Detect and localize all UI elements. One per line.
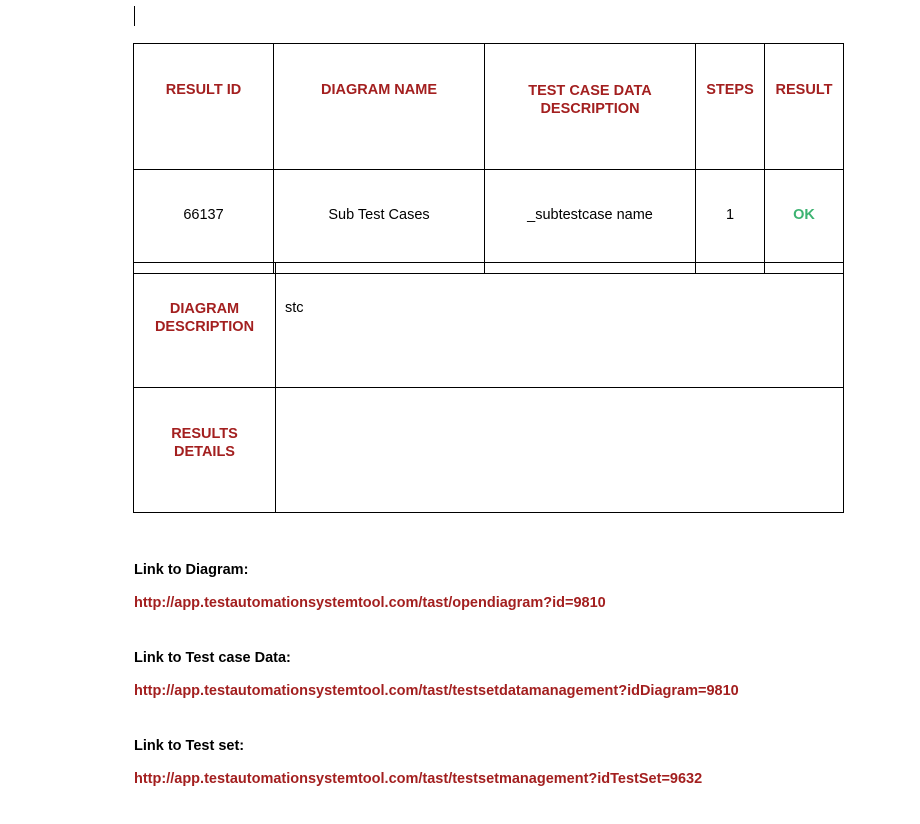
results-details-row bbox=[134, 388, 844, 513]
results-details-label bbox=[134, 388, 276, 513]
header-steps: STEPS bbox=[696, 44, 765, 170]
result-table-header-row bbox=[134, 44, 844, 170]
diagram-link-label: Link to Diagram: bbox=[134, 562, 249, 578]
header-test-case-data-description bbox=[485, 44, 696, 170]
test-case-data-link[interactable]: http://app.testautomationsystemtool.com/tast/testsetdatamanagement?idDiagram=9810 bbox=[134, 683, 739, 699]
test-set-link-label: Link to Test set: bbox=[134, 738, 245, 754]
diagram-link[interactable]: http://app.testautomationsystemtool.com/tast/opendiagram?id=9810 bbox=[134, 595, 606, 611]
header-result-id: RESULT ID bbox=[134, 44, 274, 170]
test-set-link-block bbox=[134, 736, 894, 824]
results-details-value bbox=[276, 388, 844, 513]
diagram-link-block bbox=[134, 560, 894, 648]
diagram-description-line2: DESCRIPTION bbox=[154, 319, 255, 335]
cell-result-id: 66137 bbox=[134, 170, 274, 274]
result-table bbox=[133, 43, 844, 274]
results-details-line1: RESULTS bbox=[171, 426, 238, 442]
header-result: RESULT bbox=[765, 44, 844, 170]
test-case-data-link-label: Link to Test case Data: bbox=[134, 650, 291, 666]
text-cursor bbox=[134, 6, 135, 26]
test-case-data-link-block bbox=[134, 648, 894, 736]
diagram-description-label bbox=[134, 263, 276, 388]
diagram-description-line1: DIAGRAM bbox=[169, 301, 240, 317]
header-test-case-data-line1: TEST CASE DATA bbox=[528, 83, 652, 99]
header-test-case-data-line2: DESCRIPTION bbox=[540, 101, 640, 117]
header-diagram-name: DIAGRAM NAME bbox=[274, 44, 485, 170]
cell-steps: 1 bbox=[696, 170, 765, 274]
table-row bbox=[134, 170, 844, 274]
diagram-description-value: stc bbox=[276, 263, 844, 388]
cell-diagram-name: Sub Test Cases bbox=[274, 170, 485, 274]
status-badge: OK bbox=[765, 170, 844, 274]
results-details-line2: DETAILS bbox=[174, 444, 235, 460]
cell-test-case-data: _subtestcase name bbox=[485, 170, 696, 274]
test-set-link[interactable]: http://app.testautomationsystemtool.com/tast/testsetmanagement?idTestSet=9632 bbox=[134, 771, 703, 787]
diagram-description-row bbox=[134, 263, 844, 388]
links-section bbox=[134, 560, 894, 824]
description-table bbox=[133, 262, 844, 513]
